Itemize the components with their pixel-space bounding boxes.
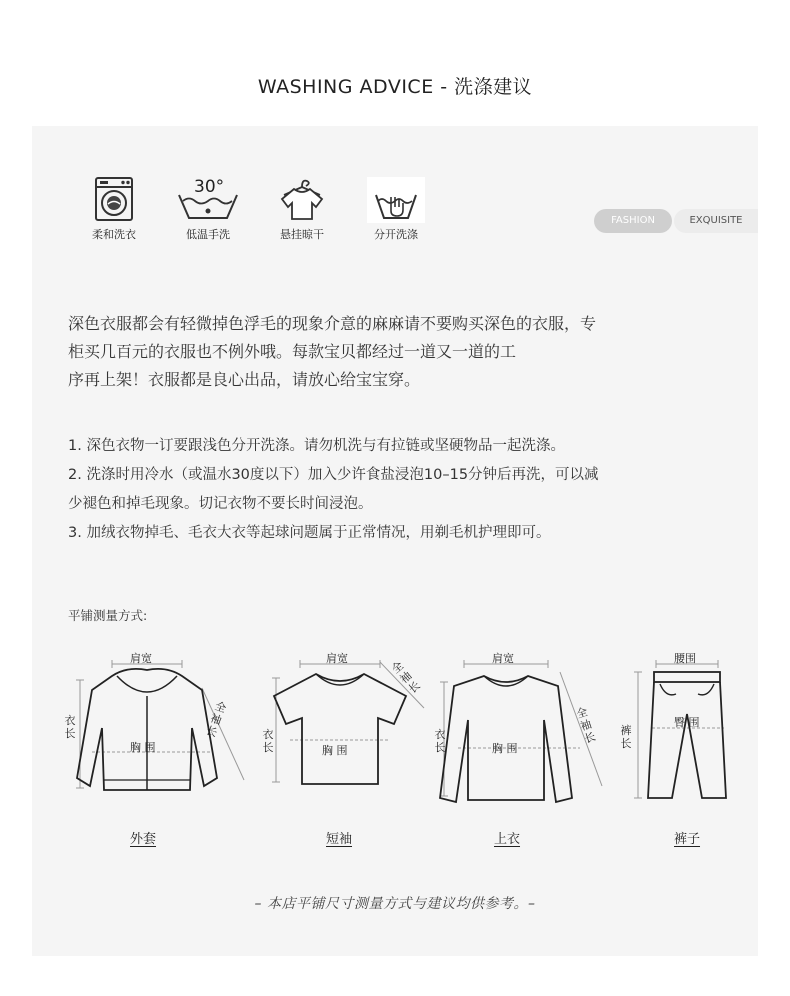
label-length: 衣长 xyxy=(64,714,76,740)
label-chest: 胸 围 xyxy=(322,744,348,757)
label-shoulder: 肩宽 xyxy=(326,652,348,665)
label-hip: 臀 围 xyxy=(674,716,700,729)
garment-jacket xyxy=(52,648,252,848)
care-label: 低温手洗 xyxy=(186,228,230,241)
wash-temperature: 30° xyxy=(194,177,225,197)
intro-text xyxy=(68,310,738,394)
garment-name: 外套 xyxy=(130,832,157,847)
jacket-illustration xyxy=(52,648,252,808)
care-item-low-temp xyxy=(168,175,248,242)
label-shoulder: 肩宽 xyxy=(130,652,152,665)
care-label: 柔和洗衣 xyxy=(92,228,136,241)
intro-line: 序再上架！衣服都是良心出品，请放心给宝宝穿。 xyxy=(68,370,421,389)
label-waist: 腰围 xyxy=(674,652,696,665)
label-chest: 胸 围 xyxy=(492,742,518,755)
label-shoulder: 肩宽 xyxy=(492,652,514,665)
label-length: 衣长 xyxy=(434,728,446,754)
footer-note: – 本店平铺尺寸测量方式与建议均供参考。– xyxy=(254,896,536,912)
label-length: 裤长 xyxy=(620,724,632,750)
care-item-gentle-wash xyxy=(74,175,154,242)
label-sleeve: 全袖长 xyxy=(574,705,598,746)
washing-advice-list xyxy=(68,432,748,548)
garment-tshirt xyxy=(260,648,430,848)
measure-title: 平铺测量方式: xyxy=(68,608,148,623)
intro-line: 深色衣服都会有轻微掉色浮毛的现象介意的麻麻请不要购买深色的衣服，专 xyxy=(68,314,597,333)
care-label: 悬挂晾干 xyxy=(280,228,324,241)
care-item-hang-dry xyxy=(262,175,342,242)
garment-top xyxy=(430,648,610,848)
care-label: 分开洗涤 xyxy=(374,228,418,241)
label-sleeve: 全袖长 xyxy=(389,659,423,696)
label-length: 衣长 xyxy=(262,728,274,754)
care-item-separate-wash xyxy=(356,175,436,242)
garment-name: 裤子 xyxy=(674,832,701,847)
advice-line: 1. 深色衣物一订要跟浅色分开洗涤。请勿机洗与有拉链或坚硬物品一起洗涤。 xyxy=(68,438,565,454)
tab-fashion[interactable]: FASHION xyxy=(594,209,672,233)
intro-line: 柜买几百元的衣服也不例外哦。每款宝贝都经过一道又一道的工 xyxy=(68,342,517,361)
advice-line: 少褪色和掉毛现象。切记衣物不要长时间浸泡。 xyxy=(68,496,373,512)
style-tabs xyxy=(594,208,758,234)
advice-line: 2. 洗涤时用冷水（或温水30度以下）加入少许食盐浸泡10–15分钟后再洗，可以减 xyxy=(68,467,599,483)
label-chest: 胸 围 xyxy=(130,741,156,754)
garment-name: 上衣 xyxy=(494,832,521,847)
garment-pants xyxy=(612,648,742,848)
label-sleeve: 全袖长 xyxy=(204,699,228,740)
hang-dry-icon xyxy=(272,175,332,223)
tab-exquisite[interactable]: EXQUISITE xyxy=(674,209,758,233)
washing-machine-icon xyxy=(92,175,136,223)
garment-name: 短袖 xyxy=(326,832,353,847)
advice-line: 3. 加绒衣物掉毛、毛衣大衣等起球问题属于正常情况，用剃毛机护理即可。 xyxy=(68,525,551,541)
hand-wash-icon xyxy=(361,175,431,223)
page-title: WASHING ADVICE - 洗涤建议 xyxy=(257,76,533,98)
